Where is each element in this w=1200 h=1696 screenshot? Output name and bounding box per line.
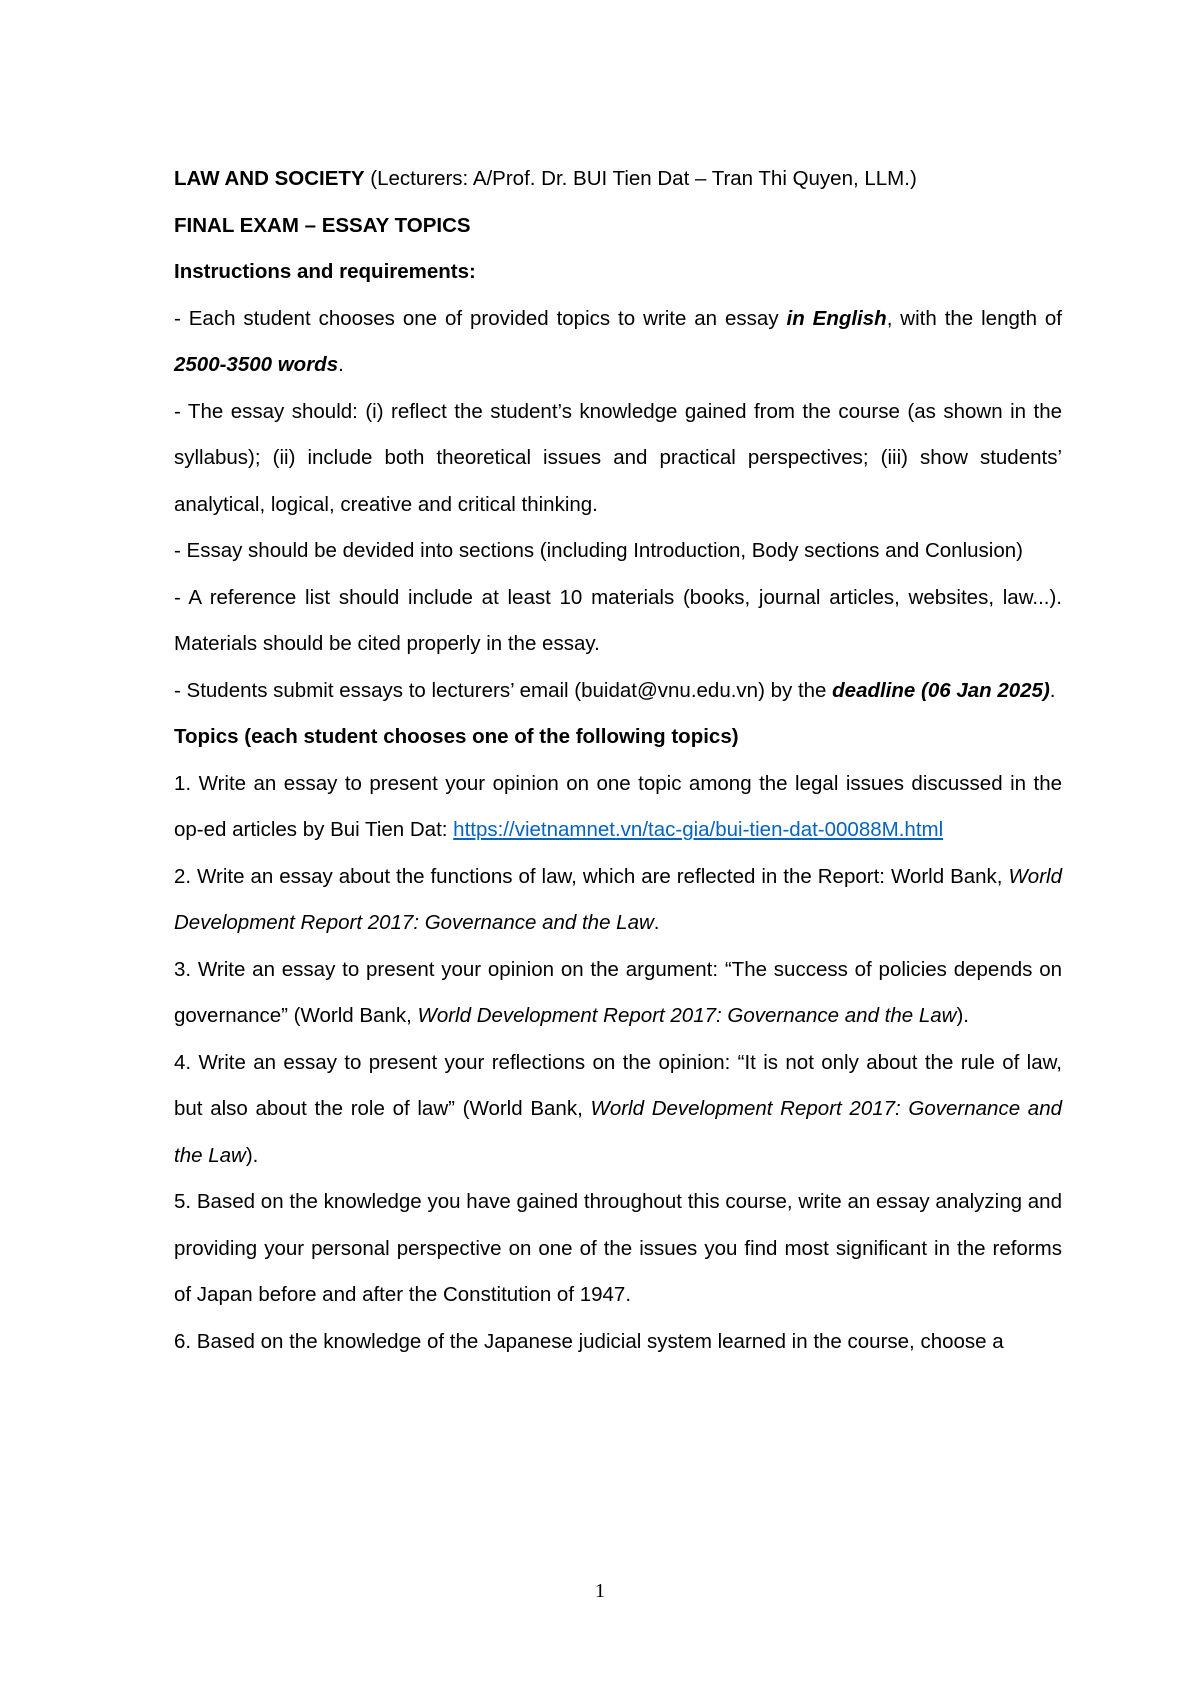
instruction-item-3: - Essay should be devided into sections (including Introduction, Body sections and Conlusion) bbox=[174, 539, 1023, 562]
language-requirement: in English bbox=[786, 306, 887, 330]
topics-heading: Topics (each student chooses one of the following topics) bbox=[174, 725, 739, 748]
topic-4: 4. Write an essay to present your reflections on the opinion: “It is not only about the rule of law, but also about the role of law” (World Bank, World Development Report 2017: Governance and the Law). bbox=[174, 1050, 1062, 1167]
course-heading bbox=[174, 156, 1062, 203]
topic-5: 5. Based on the knowledge you have gained throughout this course, write an essay analyzing and providing your personal perspective on one of the issues you find most significant in the reforms of Japan before and after the Constitution of 1947. bbox=[174, 1190, 1062, 1306]
instructions-heading: Instructions and requirements: bbox=[174, 260, 476, 283]
topic-6: 6. Based on the knowledge of the Japanese judicial system learned in the course, choose a bbox=[174, 1329, 1004, 1353]
instruction-item-1: - Each student chooses one of provided topics to write an essay in English, with the length of 2500-3500 words. bbox=[174, 306, 1062, 376]
instruction-item-4: - A reference list should include at least 10 materials (books, journal articles, websites, law...). Materials should be cited properly in the essay. bbox=[174, 585, 1062, 655]
length-requirement: 2500-3500 words bbox=[174, 353, 339, 376]
document-body bbox=[174, 156, 1062, 1365]
page-number: 1 bbox=[594, 1580, 606, 1602]
lecturers-text: (Lecturers: A/Prof. Dr. BUI Tien Dat – Tran Thi Quyen, LLM.) bbox=[364, 167, 917, 190]
exam-title: FINAL EXAM – ESSAY TOPICS bbox=[174, 213, 471, 237]
deadline-text: deadline (06 Jan 2025) bbox=[832, 678, 1050, 702]
report-title: World Development Report 2017: Governance and the Law bbox=[417, 1004, 957, 1027]
instruction-item-2: - The essay should: (i) reflect the student’s knowledge gained from the course (as shown in the syllabus); (ii) include both theoretical issues and practical perspectives; (iii) show students’ analytical, logical, creative and critical thinking. bbox=[174, 399, 1062, 516]
topic-1: 1. Write an essay to present your opinion on one topic among the legal issues discussed in the op-ed articles by Bui Tien Dat: https://vietnamnet.vn/tac-gia/bui-tien-dat-00088M.html bbox=[174, 771, 1062, 841]
course-title: LAW AND SOCIETY bbox=[174, 167, 365, 190]
instruction-item-5: - Students submit essays to lecturers’ email (buidat@vnu.edu.vn) by the deadline (06 Jan 2025). bbox=[174, 678, 1056, 702]
report-title: World Development Report 2017: Governance and the Law bbox=[174, 1097, 1062, 1167]
topic-3: 3. Write an essay to present your opinion on the argument: “The success of policies depends on governance” (World Bank, World Development Report 2017: Governance and the Law). bbox=[174, 957, 1062, 1027]
op-ed-articles-link[interactable]: https://vietnamnet.vn/tac-gia/bui-tien-dat-00088M.html bbox=[453, 818, 944, 841]
report-title: World Development Report 2017: Governance and the Law bbox=[174, 864, 1062, 934]
topic-2: 2. Write an essay about the functions of law, which are reflected in the Report: World Bank, World Development Report 2017: Governance and the Law. bbox=[174, 864, 1062, 934]
